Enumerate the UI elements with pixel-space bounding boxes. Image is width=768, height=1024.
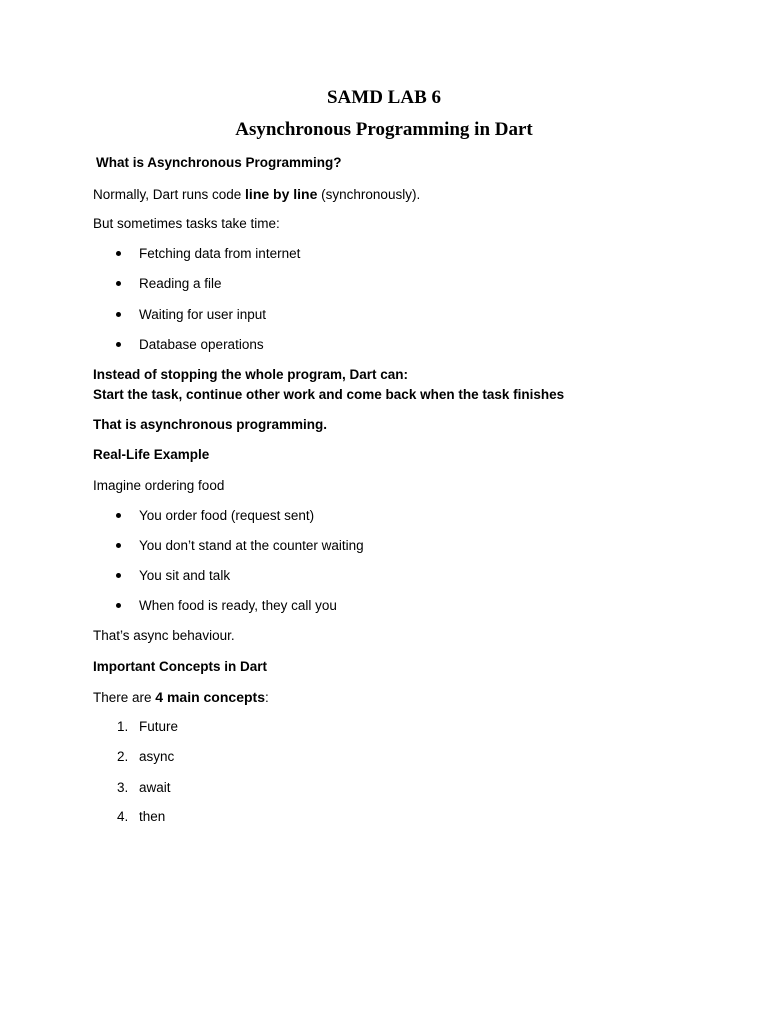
bullet-icon — [114, 537, 134, 555]
bullet-icon — [114, 567, 134, 585]
bullet-icon — [114, 507, 134, 525]
paragraph-text: : — [264, 690, 269, 705]
list-item-text: You don’t stand at the counter waiting — [139, 538, 364, 553]
heading-what-is-async: What is Asynchronous Programming? — [96, 155, 342, 170]
list-item-text: Database operations — [139, 337, 264, 352]
list-number: 3. — [117, 780, 129, 795]
bold-statement: Start the task, continue other work and come back when the task finishes — [93, 387, 565, 402]
emphasis-text: 4 main concepts — [155, 689, 265, 705]
list-item-text: Reading a file — [139, 276, 222, 291]
bold-statement: Instead of stopping the whole program, Dart can: — [93, 367, 409, 382]
list-item-text: then — [139, 809, 166, 824]
list-item-text: async — [139, 749, 175, 764]
bullet-icon — [114, 306, 134, 324]
paragraph-text: (synchronously). — [317, 187, 421, 202]
bullet-icon — [114, 336, 134, 354]
paragraph-ordering-food: Imagine ordering food — [93, 478, 225, 493]
paragraph-main-concepts — [93, 688, 269, 707]
list-item-text: await — [139, 780, 171, 795]
bold-statement: That is asynchronous programming. — [93, 417, 328, 432]
paragraph-text: There are — [93, 690, 156, 705]
list-item-text: Future — [139, 719, 179, 734]
paragraph-line-by-line — [93, 185, 420, 204]
list-number: 1. — [117, 719, 129, 734]
document-subtitle: Asynchronous Programming in Dart — [235, 119, 533, 140]
paragraph-text: Normally, Dart runs code — [93, 187, 246, 202]
document-title: SAMD LAB 6 — [326, 87, 441, 108]
list-number: 2. — [117, 749, 129, 764]
emphasis-text: line by line — [245, 186, 318, 202]
list-item-text: When food is ready, they call you — [139, 598, 337, 613]
bullet-icon — [114, 597, 134, 615]
heading-real-life-example: Real-Life Example — [93, 447, 210, 462]
paragraph-async-behaviour: That’s async behaviour. — [93, 628, 235, 643]
list-item-text: You order food (request sent) — [139, 508, 315, 523]
list-item-text: Waiting for user input — [139, 307, 267, 322]
heading-important-concepts: Important Concepts in Dart — [93, 659, 268, 674]
paragraph-tasks-take-time: But sometimes tasks take time: — [93, 216, 280, 231]
bullet-icon — [114, 275, 134, 293]
bullet-icon — [114, 245, 134, 263]
list-item-text: Fetching data from internet — [139, 246, 301, 261]
list-item-text: You sit and talk — [139, 568, 231, 583]
list-number: 4. — [117, 809, 129, 824]
